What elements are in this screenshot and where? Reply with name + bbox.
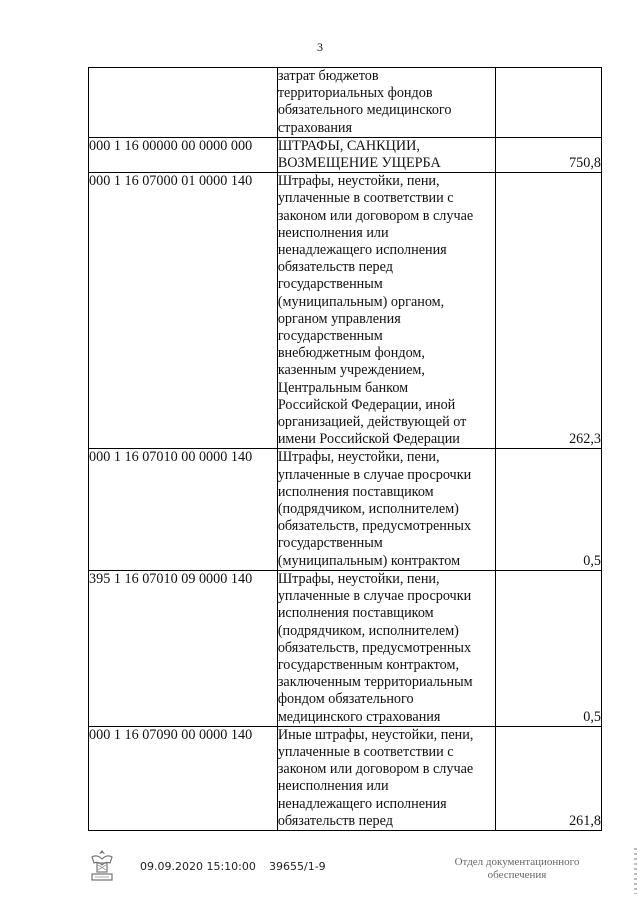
row-amount: 0,5 bbox=[495, 570, 601, 726]
row-code: 000 1 16 07000 01 0000 140 bbox=[89, 173, 278, 449]
footer-department: Отдел документационного обеспечения bbox=[454, 856, 580, 881]
row-description: Штрафы, неустойки, пени, уплаченные в соответствии с законом или договором в случае неисполнения или ненадлежащего исполнения обязательств перед государственным (муниципальным) органом, органом управления государственным внебюджетным фондом, казенным учреждением, Центральным банком Российской Федерации, иной организацией, действующей от имени Российской Федерации bbox=[277, 173, 495, 449]
table-row bbox=[89, 570, 602, 726]
row-description: затрат бюджетов территориальных фондов обязательного медицинского страхования bbox=[277, 68, 495, 138]
budget-table bbox=[88, 67, 602, 831]
row-code bbox=[89, 68, 278, 138]
table-row bbox=[89, 137, 602, 172]
page-footer bbox=[0, 848, 640, 898]
row-amount bbox=[495, 68, 601, 138]
row-description: Штрафы, неустойки, пени, уплаченные в случае просрочки исполнения поставщиком (подрядчиком, исполнителем) обязательств, предусмотренных государственным контрактом, заключенным территориальным фондом обязательного медицинского страхования bbox=[277, 570, 495, 726]
table-row bbox=[89, 68, 602, 138]
row-code: 395 1 16 07010 09 0000 140 bbox=[89, 570, 278, 726]
coat-of-arms-icon bbox=[88, 848, 116, 882]
table-row bbox=[89, 449, 602, 570]
table-row bbox=[89, 173, 602, 449]
footer-doc-number: 39655/1-9 bbox=[269, 860, 326, 873]
row-amount: 261,8 bbox=[495, 726, 601, 830]
row-description: Штрафы, неустойки, пени, уплаченные в случае просрочки исполнения поставщиком (подрядчиком, исполнителем) обязательств, предусмотренных государственным (муниципальным) контрактом bbox=[277, 449, 495, 570]
row-amount: 750,8 bbox=[495, 137, 601, 172]
footer-date: 09.09.2020 15:10:00 bbox=[140, 860, 256, 873]
row-amount: 262,3 bbox=[495, 173, 601, 449]
table-row bbox=[89, 726, 602, 830]
row-description: ШТРАФЫ, САНКЦИИ, ВОЗМЕЩЕНИЕ УЩЕРБА bbox=[277, 137, 495, 172]
row-code: 000 1 16 07090 00 0000 140 bbox=[89, 726, 278, 830]
row-code: 000 1 16 07010 00 0000 140 bbox=[89, 449, 278, 570]
page-number: 3 bbox=[317, 40, 323, 54]
row-description: Иные штрафы, неустойки, пени, уплаченные в соответствии с законом или договором в случае неисполнения или ненадлежащего исполнения обязательств перед bbox=[277, 726, 495, 830]
row-code: 000 1 16 00000 00 0000 000 bbox=[89, 137, 278, 172]
scan-edge-mark bbox=[634, 848, 637, 894]
row-amount: 0,5 bbox=[495, 449, 601, 570]
